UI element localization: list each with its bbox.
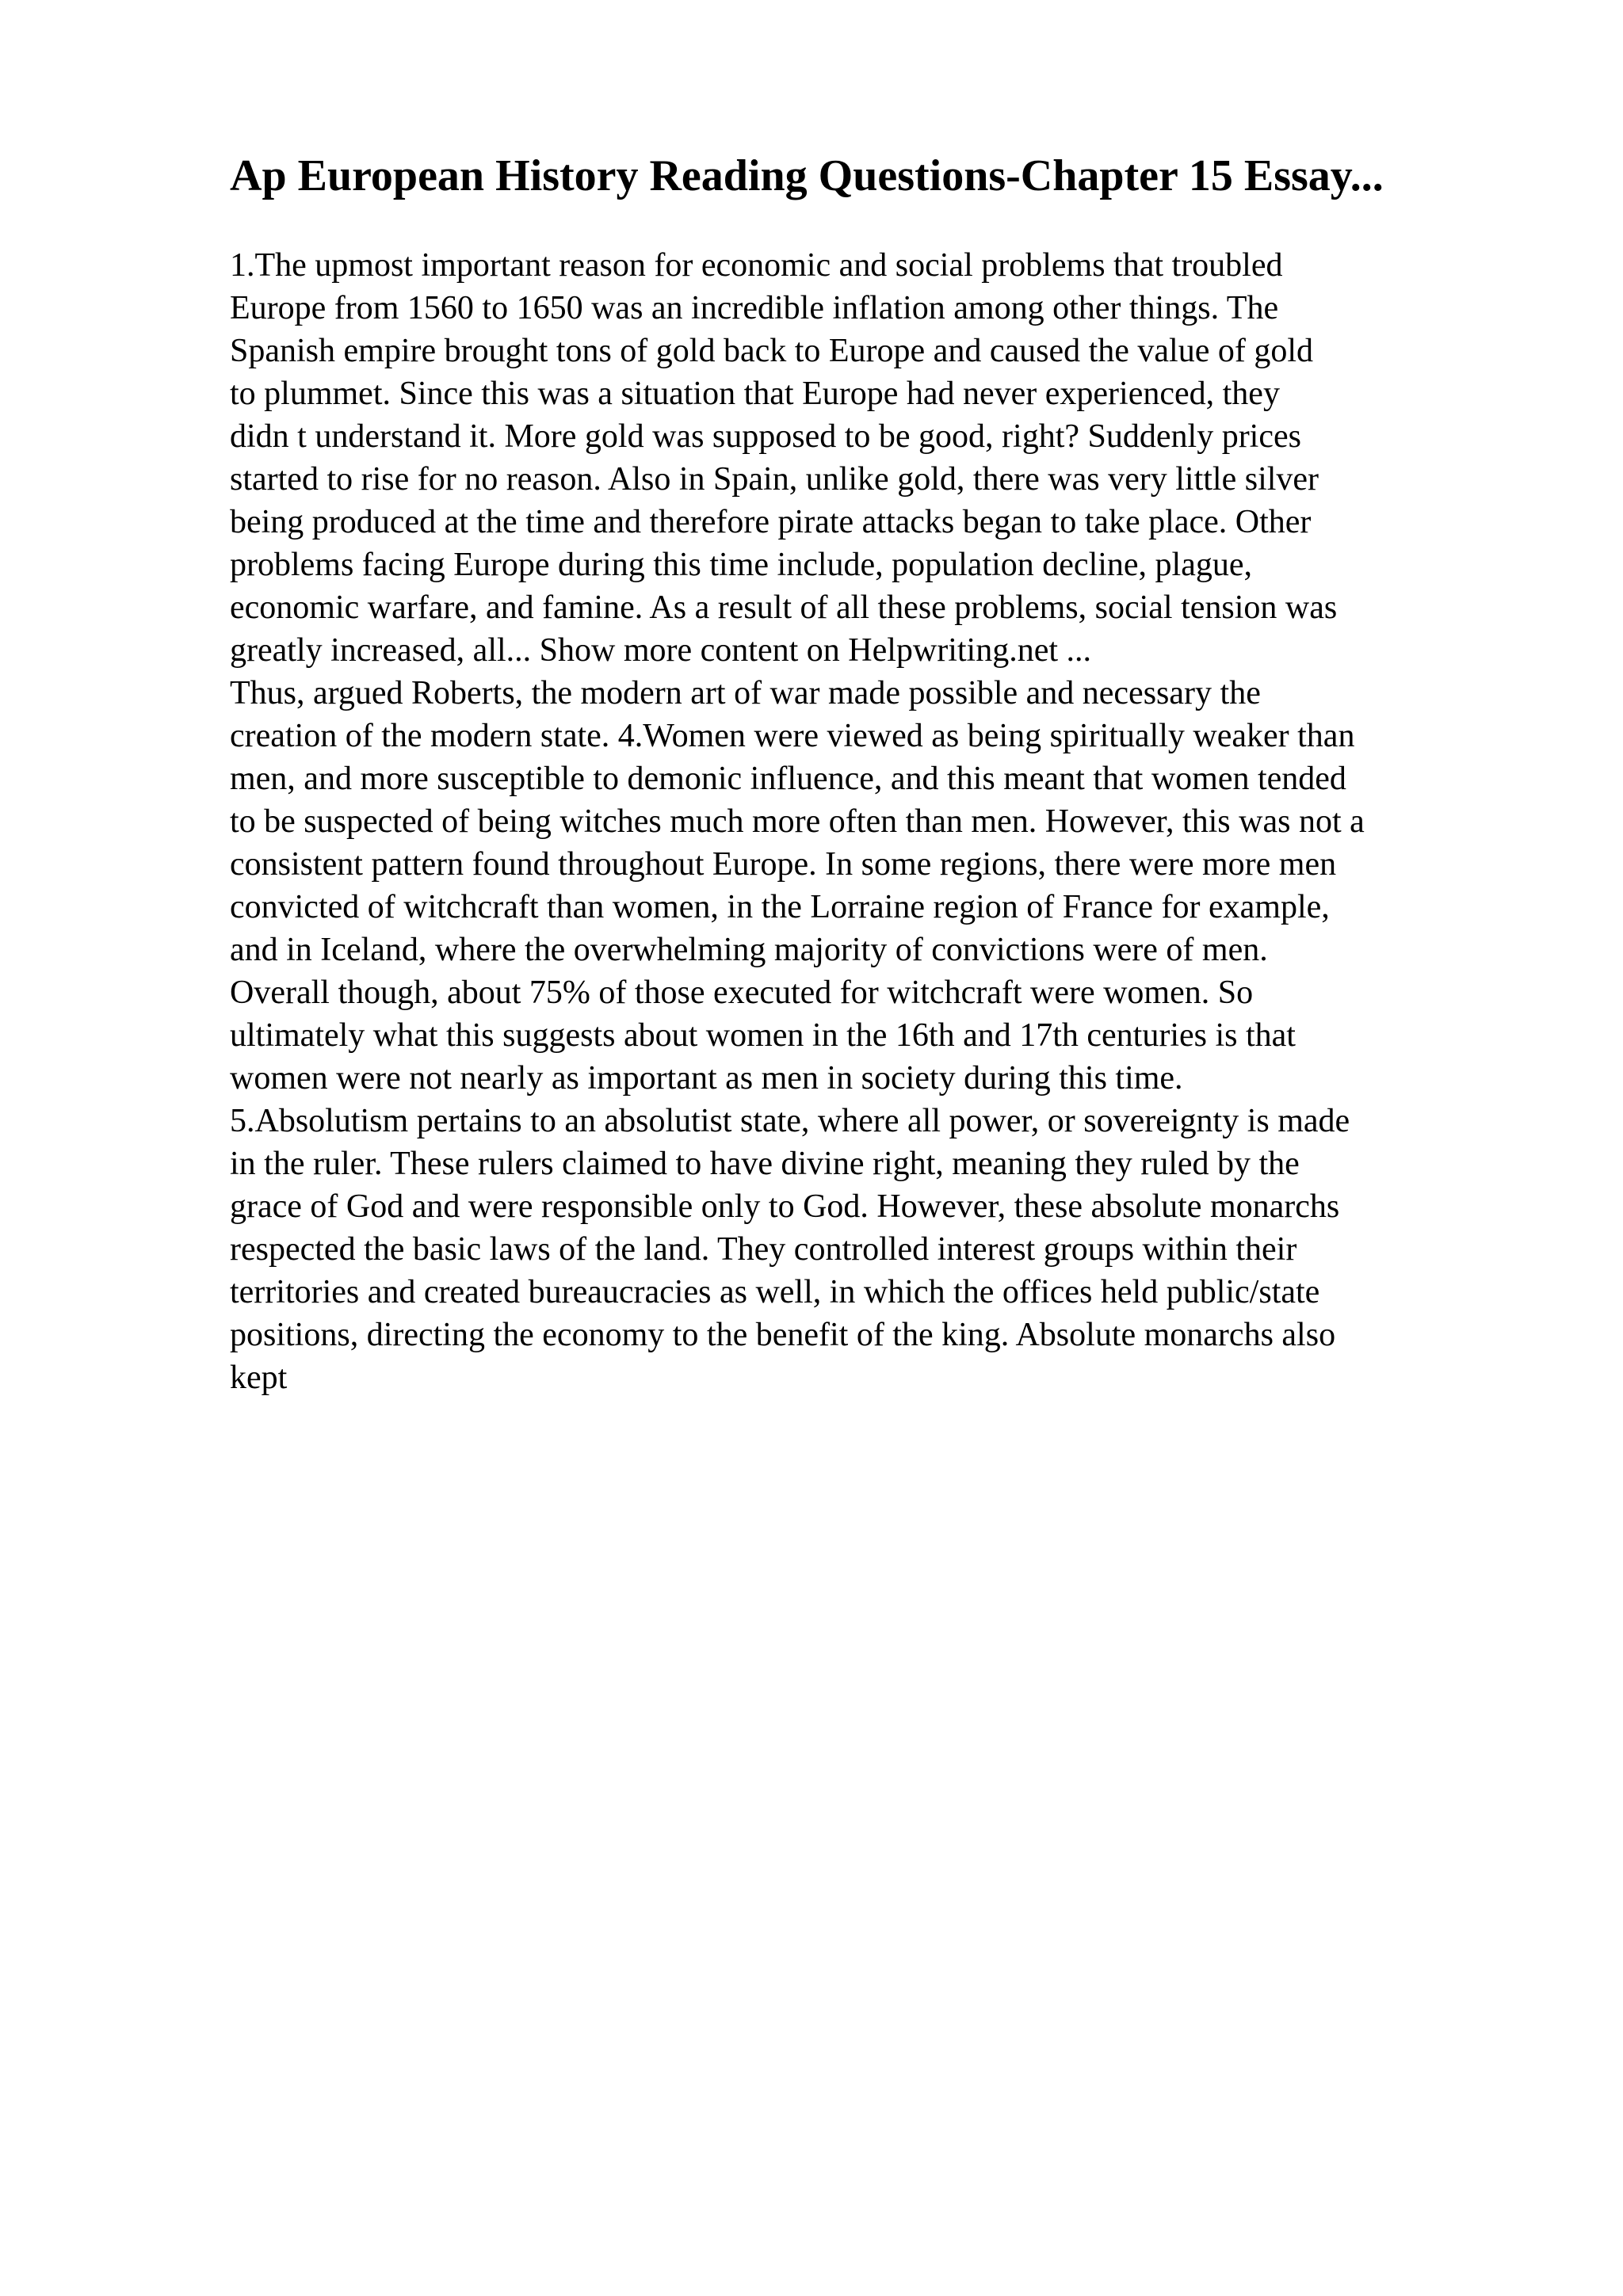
body-line: to plummet. Since this was a situation that Europe had never experienced, they [230,376,1280,412]
body-line: creation of the modern state. 4.Women were viewed as being spiritually weaker than [230,718,1355,754]
body-line: greatly increased, all... Show more content on Helpwriting.net ... [230,632,1092,669]
body-line: Overall though, about 75% of those executed for witchcraft were women. So [230,974,1254,1011]
body-line: didn t understand it. More gold was supposed to be good, right? Suddenly prices [230,418,1301,455]
body-line: territories and created bureaucracies as well, in which the offices held public/state [230,1274,1320,1310]
page-title: Ap European History Reading Questions-Chapter 15 Essay... [230,151,1384,200]
body-line: and in Iceland, where the overwhelming majority of convictions were of men. [230,932,1268,968]
body-line: positions, directing the economy to the benefit of the king. Absolute monarchs also [230,1317,1336,1353]
body-line: Spanish empire brought tons of gold back to Europe and caused the value of gold [230,333,1314,369]
body-line: consistent pattern found throughout Europe. In some regions, there were more men [230,846,1337,883]
body-line: to be suspected of being witches much more often than men. However, this was not a [230,803,1365,840]
body-line: in the ruler. These rulers claimed to have divine right, meaning they ruled by the [230,1146,1300,1182]
body-line: 5.Absolutism pertains to an absolutist state, where all power, or sovereignty is made [230,1103,1350,1139]
body-line: started to rise for no reason. Also in Spain, unlike gold, there was very little silver [230,461,1319,498]
body-line: Europe from 1560 to 1650 was an incredible inflation among other things. The [230,290,1279,326]
body-line: 1.The upmost important reason for economic and social problems that troubled [230,247,1283,284]
body-line: grace of God and were responsible only to God. However, these absolute monarchs [230,1188,1340,1225]
body-line: convicted of witchcraft than women, in the Lorraine region of France for example, [230,889,1330,925]
body-line: Thus, argued Roberts, the modern art of war made possible and necessary the [230,675,1261,711]
body-line: kept [230,1360,288,1396]
body-line: ultimately what this suggests about women in the 16th and 17th centuries is that [230,1017,1296,1054]
body-line: problems facing Europe during this time include, population decline, plague, [230,547,1253,583]
document-body [230,244,1609,1399]
body-line: being produced at the time and therefore pirate attacks began to take place. Other [230,504,1312,540]
body-line: women were not nearly as important as men in society during this time. [230,1060,1183,1097]
body-line: respected the basic laws of the land. They controlled interest groups within their [230,1231,1297,1268]
body-line: men, and more susceptible to demonic influence, and this meant that women tended [230,761,1346,797]
body-line: economic warfare, and famine. As a result of all these problems, social tension was [230,589,1338,626]
